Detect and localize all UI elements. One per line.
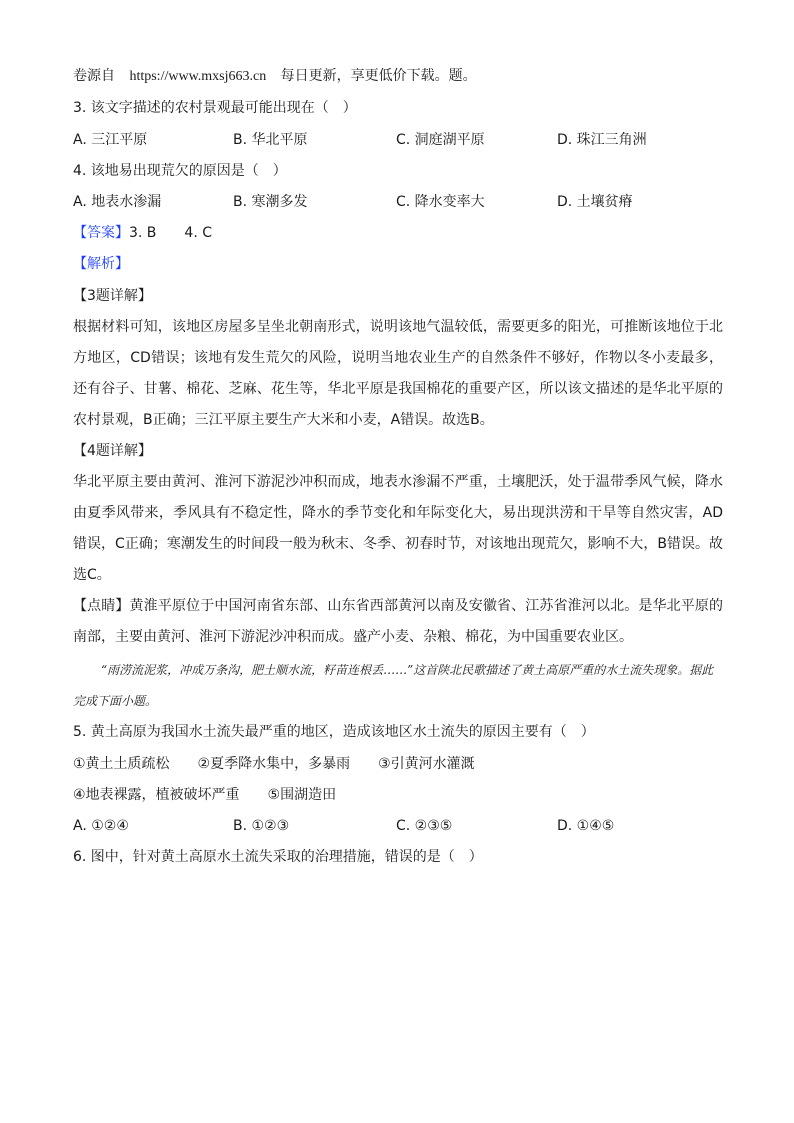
answer-line [73, 223, 212, 243]
source-url[interactable]: https://www.mxsj663.cn [129, 69, 267, 84]
header-suffix: 每日更新，享更低价下载。题。 [280, 68, 477, 84]
answer-tag: 【答案】 [73, 225, 129, 241]
analysis-tag: 【解析】 [73, 256, 129, 272]
q3-option-a: A. 三江平原 [73, 132, 148, 148]
q5-option-d: D. ①④⑤ [557, 818, 615, 834]
tip-text: 黄淮平原位于中国河南省东部、山东省西部黄河以南及安徽省、江苏省淮河以北。是华北平原的南部，主要由黄河、淮河下游泥沙冲积而成。盛产小麦、杂粮、棉花，为中国重要农业区。 [73, 598, 724, 645]
q5-reason-line-2: ④地表裸露，植被破坏严重 ⑤围湖造田 [73, 787, 337, 803]
question-3-stem: 3. 该文字描述的农村景观最可能出现在（ ） [73, 100, 357, 116]
question-4-stem: 4. 该地易出现荒欠的原因是（ ） [73, 163, 287, 179]
q3-option-b: B. 华北平原 [233, 132, 308, 148]
q3-option-c: C. 洞庭湖平原 [396, 132, 485, 148]
q5-option-c: C. ②③⑤ [396, 818, 453, 834]
detail-3-text: 根据材料可知，该地区房屋多呈坐北朝南形式，说明该地气温较低，需要更多的阳光，可推断该地位于北方地区，CD错误；该地有发生荒欠的风险，说明当地农业生产的自然条件不够好，作物以冬小麦最多，还有谷子、甘薯、棉花、芝麻、花生等，华北平原是我国棉花的重要产区，所以该文描述的是华北平原的农村景观，B正确；三江平原主要生产大米和小麦，A错误。故选B。 [73, 319, 723, 428]
q5-option-b: B. ①②③ [233, 818, 290, 834]
answer-text: 3. B 4. C [129, 225, 212, 241]
detail-4-tag: 【4题详解】 [73, 443, 152, 459]
q4-option-c: C. 降水变率大 [396, 194, 485, 210]
detail-3-tag: 【3题详解】 [73, 288, 152, 304]
q5-reason-line-1: ①黄土土质疏松 ②夏季降水集中，多暴雨 ③引黄河水灌溉 [73, 756, 475, 772]
question-5-stem: 5. 黄土高原为我国水土流失最严重的地区，造成该地区水土流失的原因主要有（ ） [73, 724, 595, 740]
source-header [73, 66, 477, 87]
q4-option-a: A. 地表水渗漏 [73, 194, 162, 210]
q5-option-a: A. ①②④ [73, 818, 129, 834]
question-6-stem: 6. 图中，针对黄土高原水土流失采取的治理措施，错误的是（ ） [73, 849, 483, 865]
poem-passage: “雨涝流泥浆，冲成万条沟，肥土顺水流，籽苗连根丢……”这首陕北民歌描述了黄土高原严重的水土流失现象。据此完成下面小题。 [73, 663, 714, 708]
q4-option-b: B. 寒潮多发 [233, 194, 308, 210]
tip-tag: 【点睛】 [73, 598, 130, 614]
q4-option-d: D. 土壤贫瘠 [557, 194, 633, 210]
detail-4-text: 华北平原主要由黄河、淮河下游泥沙冲积而成，地表水渗漏不严重，土壤肥沃，处于温带季风气候，降水由夏季风带来，季风具有不稳定性，降水的季节变化和年际变化大，易出现洪涝和干旱等自然灾害，AD错误，C正确；寒潮发生的时间段一般为秋末、冬季、初春时节，对该地出现荒欠，影响不大，B错误。故选C。 [73, 474, 723, 583]
q3-option-d: D. 珠江三角洲 [557, 132, 647, 148]
header-prefix: 卷源自 [73, 68, 115, 84]
tip-block [73, 591, 723, 653]
